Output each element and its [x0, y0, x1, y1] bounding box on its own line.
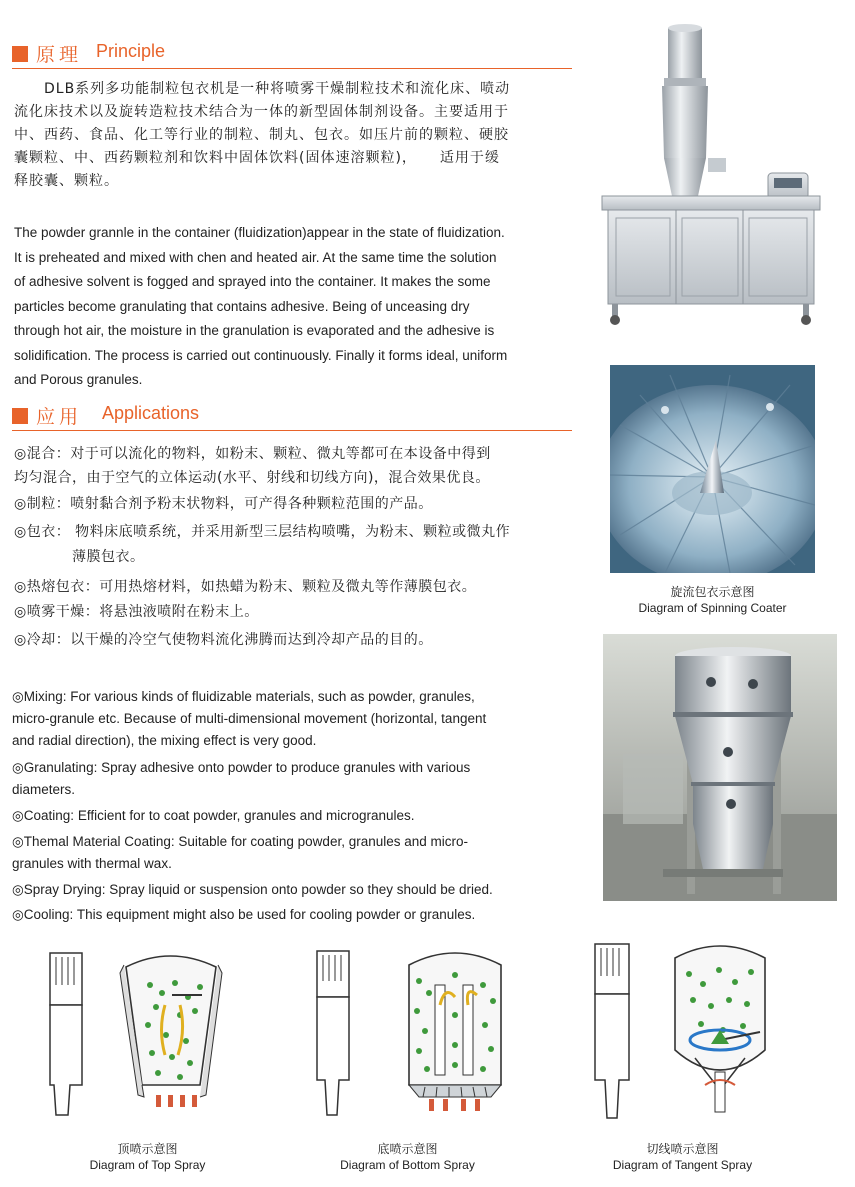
- principle-en-line: through hot air, the moisture in the granulation is evaporated and the adhesive is: [14, 323, 495, 338]
- principle-en-line: It is preheated and mixed with chen and heated air. At the same time the solution: [14, 249, 497, 265]
- principle-cn-line: 中、西药、食品、化工等行业的制粒、制丸、包衣。如压片前的颗粒、硬胶: [14, 127, 509, 143]
- application-en-item: diameters.: [12, 782, 76, 797]
- caption-cn: 顶喷示意图: [117, 1142, 178, 1156]
- application-en-item: ◎Granulating: Spray adhesive onto powder to produce granules with various: [12, 760, 471, 775]
- applications-heading: [12, 402, 572, 432]
- spinning-caption: [610, 584, 815, 616]
- spinning-coater-image: [610, 365, 815, 573]
- granulator-coater-image: [598, 18, 823, 330]
- principle-cn-line: DLB系列多功能制粒包衣机是一种将喷雾干燥制粒技术和流化床、喷动: [44, 81, 511, 97]
- principle-en-line: solidification. The process is carried out continuously. Finally it forms ideal, uniform: [14, 347, 508, 363]
- bottom-spray-schematic: [305, 945, 505, 1125]
- application-cn-item: ◎喷雾干燥：将悬浊液喷附在粉末上。: [14, 604, 259, 620]
- tangent-spray-caption: [595, 1141, 770, 1173]
- principle-en-line: of adhesive solvent is fogged and sprayed into the container. It makes the some: [14, 274, 491, 289]
- heading-marker: [12, 408, 28, 424]
- spinning-coater-photo: [610, 365, 815, 573]
- top-spray-schematic: [40, 945, 235, 1125]
- principle-cn-line: 释胶囊、颗粒。: [14, 173, 119, 189]
- heading-marker: [12, 46, 28, 62]
- application-en-item: ◎Spray Drying: Spray liquid or suspension onto powder so they should be dried.: [12, 882, 493, 897]
- air-inlets: [156, 1095, 197, 1107]
- principle-heading-en: Principle: [96, 41, 166, 61]
- heading-divider: [12, 430, 572, 431]
- application-en-item: ◎Mixing: For various kinds of fluidizable materials, such as powder, granules,: [12, 689, 475, 704]
- applications-heading-cn: 应用: [36, 406, 83, 428]
- principle-cn-line: 囊颗粒、中、西药颗粒剂和饮料中固体饮料(固体速溶颗粒)， 适用于缓: [14, 150, 500, 166]
- application-cn-item: ◎包衣： 物料床底喷系统，并采用新型三层结构喷嘴，为粉末、颗粒或微丸作: [14, 524, 511, 540]
- principle-cn-text: [14, 78, 589, 193]
- fluid-bed-granulator-image: [603, 634, 837, 901]
- bottom-spray-diagram: [305, 945, 505, 1125]
- caption-en: Diagram of Tangent Spray: [612, 1158, 753, 1172]
- application-en-item: ◎Themal Material Coating: Suitable for coating powder, granules and micro-: [12, 834, 469, 849]
- application-en-item: micro-granule etc. Because of multi-dimensional movement (horizontal, tangent: [12, 711, 487, 726]
- principle-en-line: particles become granulating that contains adhesive. Being of unceasing dry: [14, 298, 470, 314]
- application-en-item: granules with thermal wax.: [12, 856, 172, 871]
- principle-cn-line: 流化床技术以及旋转造粒技术结合为一体的新型固体制剂设备。主要适用于: [14, 104, 509, 120]
- application-cn-item: ◎制粒：喷射黏合剂予粉末状物料，可产得各种颗粒范围的产品。: [14, 496, 433, 512]
- caption-cn: 底喷示意图: [377, 1142, 438, 1156]
- caption-en: Diagram of Spinning Coater: [638, 601, 787, 615]
- machine-photo: [598, 18, 823, 330]
- top-spray-diagram: [40, 945, 235, 1125]
- bottom-spray-caption: [320, 1141, 495, 1173]
- principle-en-line: The powder grannle in the container (fluidization)appear in the state of fluidization.: [14, 225, 505, 240]
- caption-cn: 旋流包衣示意图: [670, 585, 755, 599]
- application-en-item: and radial direction), the mixing effect is very good.: [12, 733, 317, 748]
- principle-en-line: and Porous granules.: [14, 372, 143, 387]
- caption-en: Diagram of Top Spray: [89, 1158, 206, 1172]
- heading-divider: [12, 68, 572, 69]
- applications-heading-en: Applications: [102, 403, 200, 423]
- air-inlets: [429, 1099, 480, 1111]
- caption-cn: 切线喷示意图: [646, 1142, 719, 1156]
- application-cn-item: 薄膜包衣。: [14, 549, 145, 565]
- principle-en-text: [14, 221, 589, 393]
- caption-en: Diagram of Bottom Spray: [340, 1158, 475, 1172]
- principle-heading-cn: 原理: [36, 44, 83, 66]
- application-cn-item: ◎混合：对于可以流化的物料，如粉末、颗粒、微丸等都可在本设备中得到: [14, 446, 491, 462]
- application-en-item: ◎Coating: Efficient for to coat powder, granules and microgranules.: [12, 808, 415, 823]
- application-cn-item: ◎冷却：以干燥的冷空气使物料流化沸腾而达到冷却产品的目的。: [14, 632, 433, 648]
- fluid-bed-photo: [603, 634, 837, 901]
- tangent-spray-diagram: [585, 940, 785, 1125]
- principle-heading: [12, 40, 572, 70]
- top-spray-caption: [60, 1141, 235, 1173]
- application-cn-item: 均匀混合，由于空气的立体运动(水平、射线和切线方向)，混合效果优良。: [14, 470, 490, 486]
- application-en-item: ◎Cooling: This equipment might also be used for cooling powder or granules.: [12, 907, 476, 922]
- tangent-spray-schematic: [585, 940, 785, 1125]
- application-cn-item: ◎热熔包衣：可用热熔材料，如热蜡为粉末、颗粒及微丸等作薄膜包衣。: [14, 579, 477, 595]
